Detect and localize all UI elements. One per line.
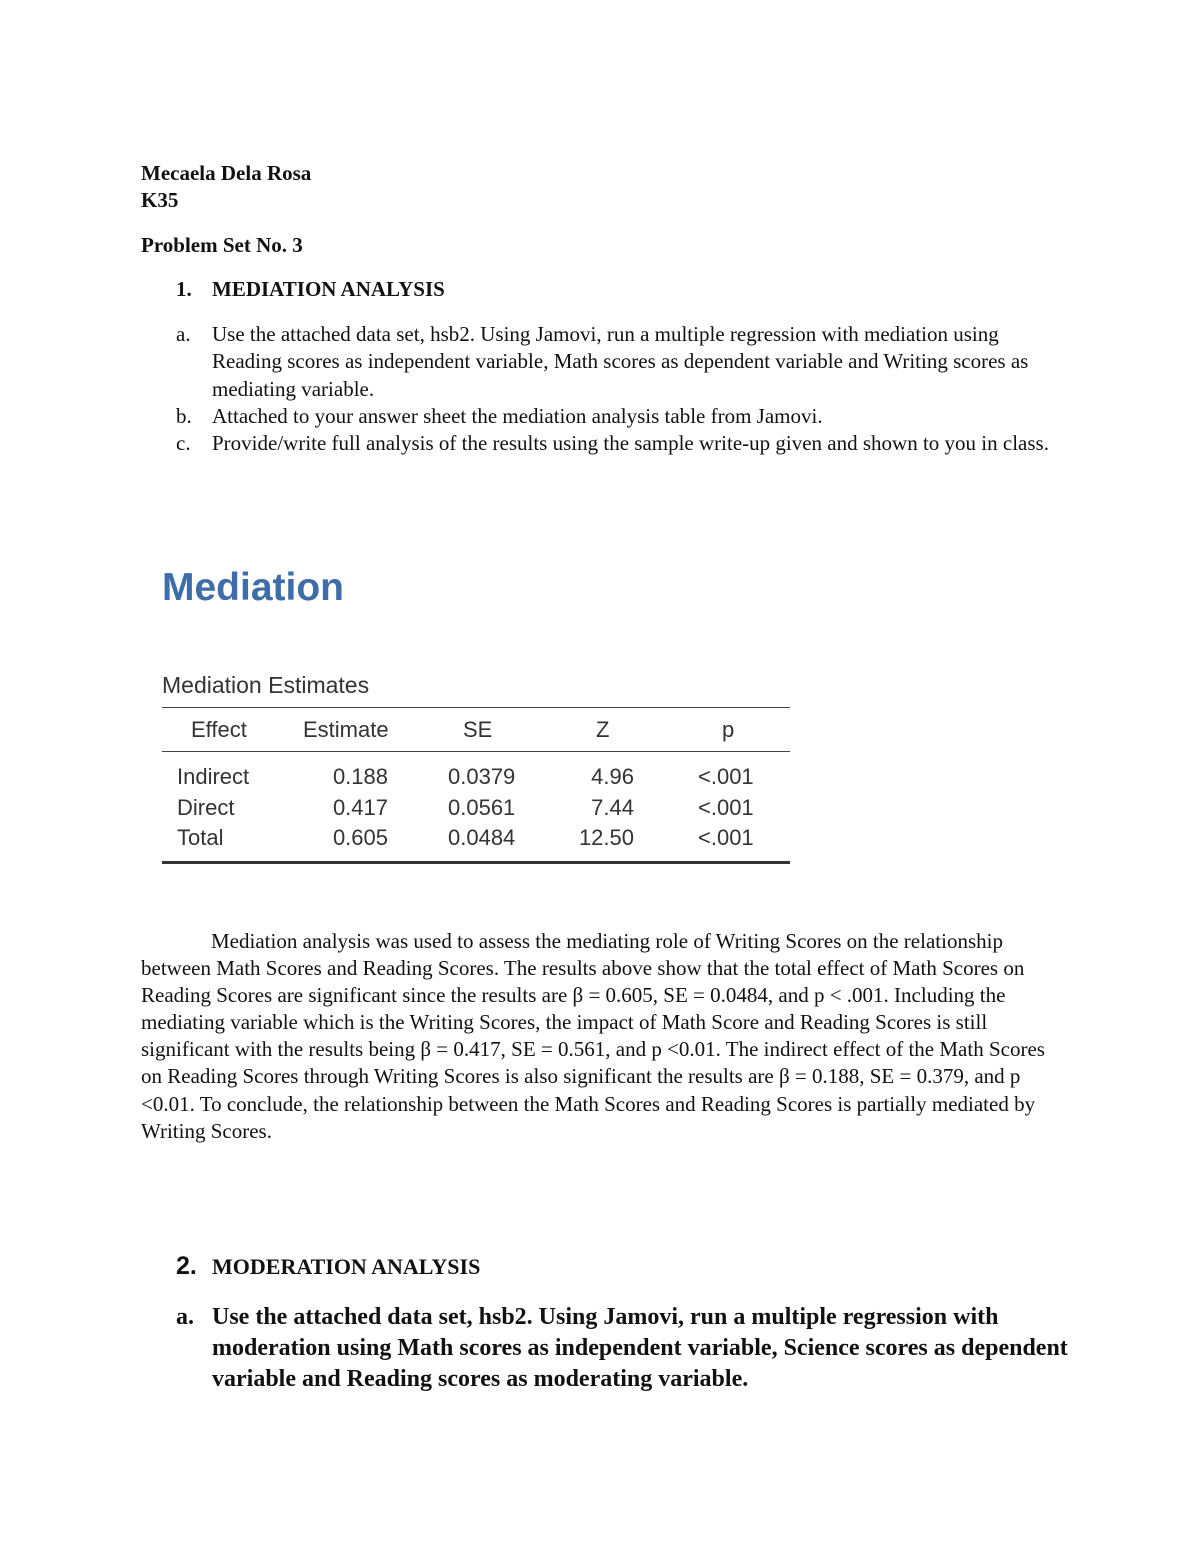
- column-header: Effect: [191, 716, 247, 742]
- problem-set-title: Problem Set No. 3: [141, 233, 303, 257]
- table-cell: Indirect: [177, 764, 250, 789]
- list-item: [176, 321, 1056, 403]
- table-row: [162, 825, 790, 863]
- table-cell: 0.0379: [448, 764, 516, 789]
- list-item: [176, 430, 1056, 457]
- item-letter: b.: [176, 403, 192, 428]
- item-letter: c.: [176, 431, 191, 456]
- column-header: Estimate: [303, 716, 389, 742]
- item-text: Attached to your answer sheet the mediation analysis table from Jamovi.: [212, 403, 823, 428]
- table-cell: <.001: [698, 794, 754, 820]
- table-cell: <.001: [698, 825, 754, 850]
- list-item: [176, 1302, 1076, 1395]
- list-item: [176, 403, 1056, 430]
- jamovi-title: Mediation: [162, 566, 344, 609]
- column-header: p: [722, 716, 735, 742]
- column-header: Z: [596, 716, 610, 742]
- question-1-items: [176, 321, 1056, 457]
- table-cell: 12.50: [578, 825, 634, 850]
- table-cell: 0.417: [332, 794, 388, 820]
- analysis-text: Mediation analysis was used to assess the mediating role of Writing Scores on the relationship between Math Scores and Reading Scores. The results above show that the total effect of Math Scores on Reading Scores are significant since the results are β = 0.605, SE = 0.0484, and p < .001. Including the mediating variable which is the Writing Scores, the impact of Math Score and Reading Scores is still significant with the results being β = 0.417, SE = 0.561, and p <0.01. The indirect effect of the Math Scores on Reading Scores through Writing Scores is also significant the results are β = 0.188, SE = 0.379, and p <0.01. To conclude, the relationship between the Math Scores and Reading Scores is partially mediated by Writing Scores.: [141, 929, 1045, 1143]
- table-cell: 0.0561: [448, 794, 516, 820]
- question-1-title: MEDIATION ANALYSIS: [212, 277, 445, 301]
- table-cell: 4.96: [591, 764, 634, 789]
- column-header: SE: [463, 716, 493, 742]
- table-cell: 0.0484: [448, 825, 516, 850]
- analysis-paragraph: [141, 928, 1061, 1145]
- table-cell: Total: [177, 825, 224, 850]
- item-letter: a.: [176, 1304, 194, 1330]
- mediation-estimates-table: [162, 707, 790, 864]
- item-letter: a.: [176, 322, 191, 346]
- question-2-title: MODERATION ANALYSIS: [212, 1254, 481, 1279]
- table-header-row: [162, 708, 790, 752]
- question-2-items: [176, 1302, 1076, 1395]
- table-cell: 7.44: [591, 794, 634, 820]
- question-2-number: 2.: [176, 1252, 197, 1280]
- item-text: Use the attached data set, hsb2. Using Jamovi, run a multiple regression with mediation using Reading scores as independent variable, Math scores as dependent variable and Writing scores as mediating variable.: [212, 322, 1029, 401]
- class-section: K35: [141, 188, 179, 212]
- table-title: Mediation Estimates: [162, 672, 370, 698]
- item-text: Use the attached data set, hsb2. Using Jamovi, run a multiple regression with moderation using Math scores as independent variable, Science scores as dependent variable and Reading scores as moderating variable.: [212, 1304, 1068, 1392]
- table-row: [162, 752, 790, 791]
- table-cell: <.001: [698, 764, 754, 789]
- student-name: Mecaela Dela Rosa: [141, 161, 312, 185]
- table-cell: Direct: [177, 794, 235, 820]
- table-cell: 0.188: [332, 764, 388, 789]
- question-1-number: 1.: [176, 277, 192, 301]
- item-text: Provide/write full analysis of the results using the sample write-up given and shown to you in class.: [212, 431, 1049, 456]
- table-cell: 0.605: [332, 825, 388, 850]
- table-row: [162, 790, 790, 825]
